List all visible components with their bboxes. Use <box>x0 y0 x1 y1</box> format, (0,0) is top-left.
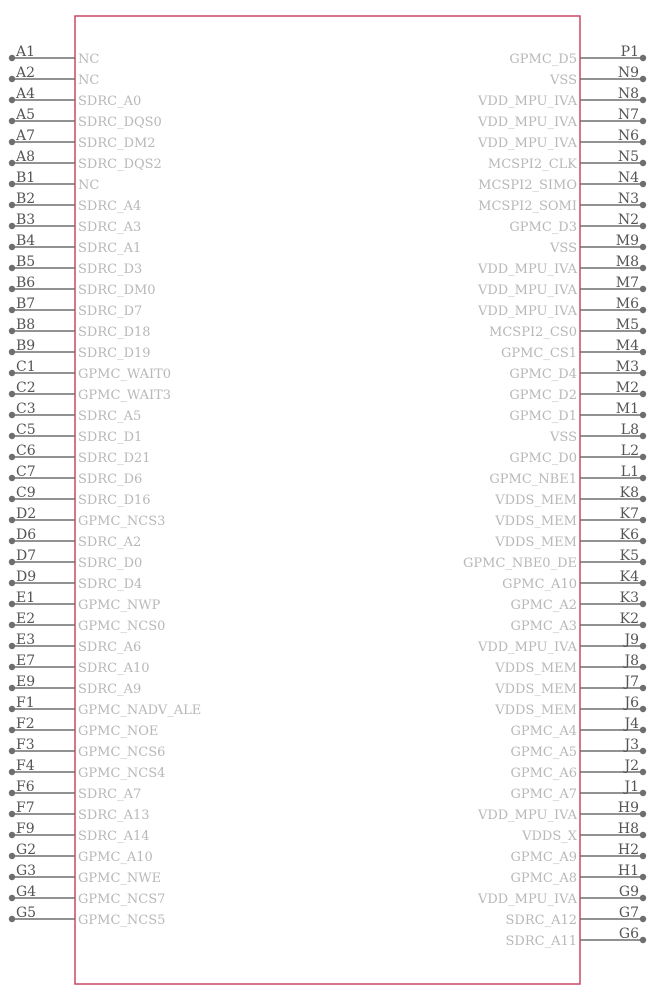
signal-name: GPMC_D5 <box>509 52 577 67</box>
pin-number: H9 <box>617 800 639 816</box>
pin-number: J2 <box>624 758 639 774</box>
pin-dot <box>640 916 646 922</box>
pin-dot <box>640 874 646 880</box>
signal-name: GPMC_D3 <box>509 220 577 235</box>
pin-number: L8 <box>620 422 639 438</box>
pin-number: M1 <box>615 401 639 417</box>
pin-number: C1 <box>16 359 36 375</box>
signal-name: GPMC_NCS4 <box>78 766 166 781</box>
pin-number: A7 <box>16 128 36 144</box>
signal-name: SDRC_A14 <box>78 829 150 844</box>
pin-dot <box>640 160 646 166</box>
pin-dot <box>640 685 646 691</box>
signal-name: NC <box>78 178 100 193</box>
signal-name: MCSPI2_SOMI <box>478 199 577 214</box>
pin-number: J3 <box>624 737 639 753</box>
pin-number: D6 <box>16 527 37 543</box>
pin-dot <box>9 139 15 145</box>
pin-dot <box>9 622 15 628</box>
pin-number: K6 <box>619 527 639 543</box>
signal-name: GPMC_NOE <box>78 724 159 739</box>
signal-name: SDRC_A7 <box>78 787 142 802</box>
signal-name: SDRC_D7 <box>78 304 143 319</box>
pin-number: F9 <box>16 821 35 837</box>
pin-dot <box>9 286 15 292</box>
pin-number: G2 <box>16 842 37 858</box>
pin-number: M4 <box>615 338 639 354</box>
pin-number: C6 <box>16 443 36 459</box>
signal-name: GPMC_WAIT0 <box>78 367 172 382</box>
pin-dot <box>640 118 646 124</box>
pin-dot <box>640 265 646 271</box>
signal-name: VDDS_MEM <box>495 493 577 508</box>
pin-dot <box>9 559 15 565</box>
pin-dot <box>9 349 15 355</box>
signal-name: GPMC_NCS0 <box>78 619 166 634</box>
signal-name: VDD_MPU_IVA <box>477 640 577 655</box>
pin-dot <box>9 328 15 334</box>
signal-name: GPMC_NBE1 <box>489 472 577 487</box>
signal-name: SDRC_D19 <box>78 346 151 361</box>
pin-dot <box>640 937 646 943</box>
pin-dot <box>9 475 15 481</box>
signal-name: SDRC_A3 <box>78 220 142 235</box>
signal-name: VSS <box>550 73 577 88</box>
pin-number: M5 <box>615 317 639 333</box>
signal-name: GPMC_NWE <box>78 871 162 886</box>
pin-dot <box>9 76 15 82</box>
pin-number: A2 <box>16 65 36 81</box>
signal-name: GPMC_NWP <box>78 598 161 613</box>
pin-dot <box>640 811 646 817</box>
pin-number: J4 <box>624 716 639 732</box>
pin-dot <box>9 706 15 712</box>
signal-name: VDD_MPU_IVA <box>477 94 577 109</box>
pin-number: N9 <box>617 65 639 81</box>
pin-number: M3 <box>615 359 639 375</box>
pin-number: A5 <box>16 107 36 123</box>
pin-dot <box>640 391 646 397</box>
pin-dot <box>9 643 15 649</box>
signal-name: GPMC_NCS3 <box>78 514 166 529</box>
pin-dot <box>640 202 646 208</box>
signal-name: SDRC_DQS2 <box>78 157 162 172</box>
pin-number: E3 <box>16 632 36 648</box>
pin-number: F7 <box>16 800 35 816</box>
signal-name: SDRC_A10 <box>78 661 150 676</box>
pin-number: H1 <box>617 863 639 879</box>
signal-name: SDRC_D21 <box>78 451 151 466</box>
signal-name: GPMC_CS1 <box>500 346 577 361</box>
pin-number: D2 <box>16 506 37 522</box>
pin-number: A8 <box>16 149 36 165</box>
pin-dot <box>640 244 646 250</box>
signal-name: SDRC_DM0 <box>78 283 156 298</box>
pin-number: C3 <box>16 401 36 417</box>
pin-number: P1 <box>620 44 639 60</box>
signal-name: VDD_MPU_IVA <box>477 304 577 319</box>
signal-name: NC <box>78 73 100 88</box>
pin-number: B6 <box>16 275 36 291</box>
pin-number: A1 <box>16 44 36 60</box>
pin-dot <box>640 769 646 775</box>
pin-number: F4 <box>16 758 35 774</box>
pin-number: J9 <box>624 632 639 648</box>
pin-dot <box>9 244 15 250</box>
pin-dot <box>9 370 15 376</box>
signal-name: SDRC_DQS0 <box>78 115 162 130</box>
pin-number: B3 <box>16 212 36 228</box>
signal-name: GPMC_A6 <box>510 766 577 781</box>
pin-dot <box>9 454 15 460</box>
pin-number: G6 <box>618 926 639 942</box>
pin-number: G4 <box>16 884 37 900</box>
pin-number: E2 <box>16 611 36 627</box>
signal-name: SDRC_D18 <box>78 325 151 340</box>
signal-name: GPMC_A4 <box>510 724 577 739</box>
pin-dot <box>640 601 646 607</box>
pin-dot <box>640 706 646 712</box>
pin-dot <box>9 664 15 670</box>
pin-number: K2 <box>619 611 639 627</box>
pin-number: M2 <box>615 380 639 396</box>
signal-name: GPMC_A2 <box>510 598 577 613</box>
pin-dot <box>640 832 646 838</box>
signal-name: SDRC_A11 <box>505 934 577 949</box>
signal-name: GPMC_NCS6 <box>78 745 166 760</box>
pin-dot <box>640 664 646 670</box>
signal-name: GPMC_A8 <box>510 871 577 886</box>
pin-dot <box>640 286 646 292</box>
signal-name: VDD_MPU_IVA <box>477 892 577 907</box>
signal-name: SDRC_D1 <box>78 430 143 445</box>
pin-number: M9 <box>615 233 639 249</box>
pin-dot <box>9 55 15 61</box>
pin-number: N5 <box>617 149 639 165</box>
signal-name: GPMC_A3 <box>510 619 577 634</box>
signal-name: MCSPI2_CLK <box>487 157 577 172</box>
pin-number: A4 <box>16 86 36 102</box>
signal-name: SDRC_D4 <box>78 577 143 592</box>
signal-name: VDD_MPU_IVA <box>477 283 577 298</box>
signal-name: SDRC_DM2 <box>78 136 156 151</box>
pin-number: B2 <box>16 191 36 207</box>
pin-dot <box>640 622 646 628</box>
pin-number: N2 <box>617 212 639 228</box>
pin-dot <box>640 412 646 418</box>
pin-number: F2 <box>16 716 35 732</box>
pin-number: F3 <box>16 737 35 753</box>
pin-dot <box>640 181 646 187</box>
pin-number: K3 <box>619 590 639 606</box>
pin-dot <box>9 412 15 418</box>
pin-number: J6 <box>624 695 639 711</box>
signal-name: GPMC_A9 <box>510 850 577 865</box>
pin-dot <box>640 433 646 439</box>
pin-number: C7 <box>16 464 36 480</box>
pin-number: E7 <box>16 653 36 669</box>
pin-dot <box>9 391 15 397</box>
signal-name: VDD_MPU_IVA <box>477 808 577 823</box>
pin-number: L1 <box>620 464 639 480</box>
signal-name: SDRC_A12 <box>505 913 577 928</box>
pin-number: B5 <box>16 254 36 270</box>
pin-number: K5 <box>619 548 639 564</box>
signal-name: VDDS_MEM <box>495 661 577 676</box>
pin-number: G7 <box>618 905 639 921</box>
signal-name: SDRC_A5 <box>78 409 142 424</box>
pin-dot <box>640 454 646 460</box>
signal-name: VDDS_X <box>522 829 577 844</box>
pin-dot <box>640 517 646 523</box>
pin-dot <box>9 265 15 271</box>
pin-dot <box>640 475 646 481</box>
pin-number: F1 <box>16 695 35 711</box>
signal-name: GPMC_WAIT3 <box>78 388 172 403</box>
pin-number: K7 <box>619 506 639 522</box>
pin-dot <box>640 559 646 565</box>
pin-number: E1 <box>16 590 36 606</box>
pin-dot <box>640 139 646 145</box>
pin-number: N3 <box>617 191 639 207</box>
signal-name: VDDS_MEM <box>495 703 577 718</box>
pin-dot <box>640 97 646 103</box>
signal-name: GPMC_D2 <box>509 388 577 403</box>
pin-dot <box>9 748 15 754</box>
pin-dot <box>640 643 646 649</box>
signal-name: GPMC_D0 <box>509 451 577 466</box>
signal-name: GPMC_A10 <box>502 577 577 592</box>
pin-dot <box>9 496 15 502</box>
pin-dot <box>9 811 15 817</box>
pin-number: D9 <box>16 569 37 585</box>
signal-name: VDD_MPU_IVA <box>477 136 577 151</box>
pin-number: N8 <box>617 86 639 102</box>
pin-dot <box>9 433 15 439</box>
pin-dot <box>9 727 15 733</box>
pin-number: K8 <box>619 485 639 501</box>
signal-name: VSS <box>550 430 577 445</box>
signal-name: SDRC_D16 <box>78 493 151 508</box>
pin-dot <box>9 118 15 124</box>
signal-name: SDRC_D0 <box>78 556 143 571</box>
pin-dot <box>9 202 15 208</box>
pin-number: B9 <box>16 338 36 354</box>
signal-name: GPMC_NADV_ALE <box>78 703 202 718</box>
pin-number: J7 <box>624 674 639 690</box>
pin-dot <box>640 328 646 334</box>
pin-number: H2 <box>617 842 639 858</box>
pin-number: J1 <box>624 779 639 795</box>
signal-name: GPMC_D4 <box>509 367 577 382</box>
pin-dot <box>9 874 15 880</box>
pin-dot <box>9 580 15 586</box>
pin-dot <box>640 496 646 502</box>
pin-number: G5 <box>16 905 37 921</box>
pin-dot <box>9 181 15 187</box>
pin-number: M6 <box>615 296 639 312</box>
pin-dot <box>640 55 646 61</box>
signal-name: GPMC_NCS5 <box>78 913 166 928</box>
signal-name: SDRC_A13 <box>78 808 150 823</box>
signal-name: SDRC_A4 <box>78 199 142 214</box>
pin-number: C9 <box>16 485 36 501</box>
signal-name: VDDS_MEM <box>495 535 577 550</box>
pin-dot <box>640 727 646 733</box>
pin-number: J8 <box>624 653 639 669</box>
pin-dot <box>640 307 646 313</box>
signal-name: GPMC_NBE0_DE <box>463 556 577 571</box>
pin-dot <box>9 307 15 313</box>
signal-name: VDD_MPU_IVA <box>477 262 577 277</box>
pin-dot <box>9 97 15 103</box>
signal-name: SDRC_A6 <box>78 640 142 655</box>
signal-name: GPMC_A5 <box>510 745 577 760</box>
pin-number: L2 <box>620 443 639 459</box>
pin-dot <box>9 601 15 607</box>
signal-name: NC <box>78 52 100 67</box>
pin-dot <box>640 853 646 859</box>
signal-name: VDDS_MEM <box>495 682 577 697</box>
pin-number: M7 <box>615 275 639 291</box>
pin-number: H8 <box>617 821 639 837</box>
pin-number: D7 <box>16 548 37 564</box>
pin-number: N4 <box>617 170 639 186</box>
pin-dot <box>9 223 15 229</box>
signal-name: VSS <box>550 241 577 256</box>
signal-name: GPMC_A10 <box>78 850 153 865</box>
pin-number: B8 <box>16 317 36 333</box>
pin-number: N6 <box>617 128 639 144</box>
signal-name: MCSPI2_SIMO <box>478 178 577 193</box>
pin-number: G9 <box>618 884 639 900</box>
signal-name: GPMC_D1 <box>509 409 577 424</box>
signal-name: GPMC_NCS7 <box>78 892 166 907</box>
signal-name: GPMC_A7 <box>510 787 577 802</box>
pin-dot <box>640 76 646 82</box>
pin-number: M8 <box>615 254 639 270</box>
signal-name: SDRC_A2 <box>78 535 142 550</box>
pin-dot <box>9 853 15 859</box>
pin-dot <box>9 790 15 796</box>
signal-name: SDRC_D6 <box>78 472 143 487</box>
pin-dot <box>9 895 15 901</box>
pin-number: F6 <box>16 779 35 795</box>
signal-name: MCSPI2_CS0 <box>489 325 577 340</box>
signal-name: SDRC_A9 <box>78 682 142 697</box>
pin-number: B1 <box>16 170 36 186</box>
signal-name: VDD_MPU_IVA <box>477 115 577 130</box>
pin-dot <box>640 349 646 355</box>
pin-dot <box>9 685 15 691</box>
pin-dot <box>9 517 15 523</box>
signal-name: VDDS_MEM <box>495 514 577 529</box>
pin-dot <box>9 538 15 544</box>
pin-number: C2 <box>16 380 36 396</box>
pin-dot <box>640 790 646 796</box>
pin-dot <box>9 769 15 775</box>
pin-dot <box>9 916 15 922</box>
signal-name: SDRC_D3 <box>78 262 143 277</box>
pin-number: N7 <box>617 107 639 123</box>
signal-name: SDRC_A0 <box>78 94 142 109</box>
pin-dot <box>9 832 15 838</box>
pin-dot <box>640 748 646 754</box>
signal-name: SDRC_A1 <box>78 241 142 256</box>
pin-dot <box>640 223 646 229</box>
pin-number: E9 <box>16 674 36 690</box>
pin-number: G3 <box>16 863 37 879</box>
pin-dot <box>640 538 646 544</box>
pin-number: B4 <box>16 233 36 249</box>
pin-dot <box>640 895 646 901</box>
pin-number: K4 <box>619 569 639 585</box>
pin-dot <box>640 370 646 376</box>
pin-dot <box>640 580 646 586</box>
pin-number: C5 <box>16 422 36 438</box>
pin-dot <box>9 160 15 166</box>
pin-number: B7 <box>16 296 36 312</box>
